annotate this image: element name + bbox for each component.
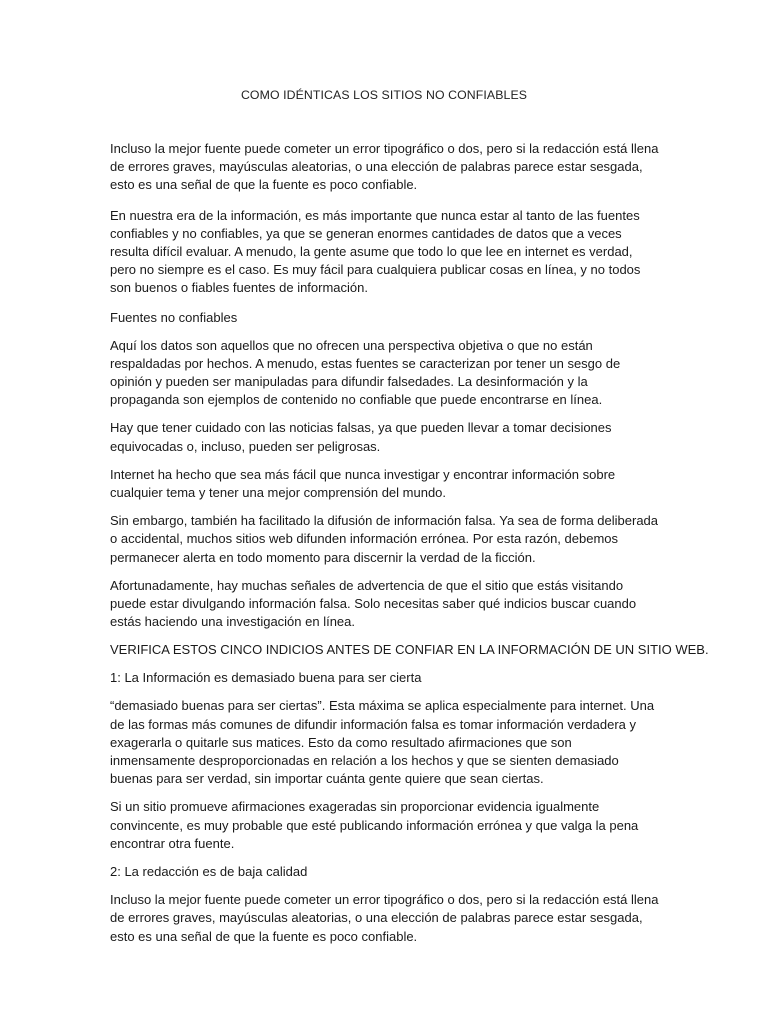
paragraph-however: Sin embargo, también ha facilitado la difusión de información falsa. Ya sea de forma deliberada o accidental, muchos sitios web difunden información errónea. Por esta razón, debemos permanecer alerta en todo momento para discernir la verdad de la ficción.	[110, 513, 659, 565]
paragraph-information-era: En nuestra era de la información, es más importante que nunca estar al tanto de las fuentes confiables y no confiables, ya que se generan enormes cantidades de datos que a veces resulta difícil evaluar. A menudo, la gente asume que todo lo que lee en internet es verdad, pero no siempre es el caso. Es muy fácil para cualquiera publicar cosas en línea, y no todos son buenos o fiables fuentes de información.	[110, 207, 641, 296]
paragraph-too-good: “demasiado buenas para ser ciertas”. Esta máxima se aplica especialmente para internet. Una de las formas más comunes de difundir información falsa es tomar información verdadera y exagerarla o quitarle sus matices. Esto da como resultado afirmaciones que son inmensamente desproporcionadas en relación a los hechos y que se sienten demasiado buenas para ser verdad, sin importar cuánta gente quiere que sean ciertas.	[110, 698, 655, 787]
paragraph-warning-signs: Afortunadamente, hay muchas señales de advertencia de que el sitio que estás visitando puede estar divulgando información falsa. Solo necesitas saber qué indicios buscar cuando estás haciendo una investigación en línea.	[110, 577, 637, 630]
paragraph-internet: Internet ha hecho que sea más fácil que nunca investigar y encontrar información sobre cualquier tema y tener una mejor comprensión del mundo.	[110, 466, 616, 501]
document-title: COMO IDÉNTICAS LOS SITIOS NO CONFIABLES	[240, 88, 528, 102]
document-body	[110, 140, 709, 956]
paragraph-intro: Incluso la mejor fuente puede cometer un error tipográfico o dos, pero si la redacción está llena de errores graves, mayúsculas aleatorias, o una elección de palabras parece estar sesgada, esto es una señal de que la fuente es poco confiable.	[110, 141, 659, 193]
paragraph-exaggerated-claims: Si un sitio promueve afirmaciones exageradas sin proporcionar evidencia igualmente convincente, es muy probable que esté publicando información errónea y que valga la pena encontrar otra fuente.	[110, 799, 639, 851]
paragraph-unreliable-definition: Aquí los datos son aquellos que no ofrecen una perspectiva objetiva o que no están respaldadas por hechos. A menudo, estas fuentes se caracterizan por tener un sesgo de opinión y pueden ser manipuladas para difundir falsedades. La desinformación y la propaganda son ejemplos de contenido no confiable que puede encontrarse en línea.	[110, 337, 621, 408]
heading-unreliable-sources: Fuentes no confiables	[110, 309, 238, 325]
heading-sign-2: 2: La redacción es de baja calidad	[110, 864, 308, 880]
heading-verify-five-signs: VERIFICA ESTOS CINCO INDICIOS ANTES DE CONFIAR EN LA INFORMACIÓN DE UN SITIO WEB.	[110, 642, 709, 658]
paragraph-fake-news: Hay que tener cuidado con las noticias falsas, ya que pueden llevar a tomar decisiones equivocadas o, incluso, pueden ser peligrosas.	[110, 420, 612, 454]
paragraph-low-quality-writing: Incluso la mejor fuente puede cometer un error tipográfico o dos, pero si la redacción está llena de errores graves, mayúsculas aleatorias, o una elección de palabras parece estar sesgada, esto es una señal de que la fuente es poco confiable.	[110, 892, 659, 944]
heading-sign-1: 1: La Información es demasiado buena para ser cierta	[110, 670, 422, 686]
